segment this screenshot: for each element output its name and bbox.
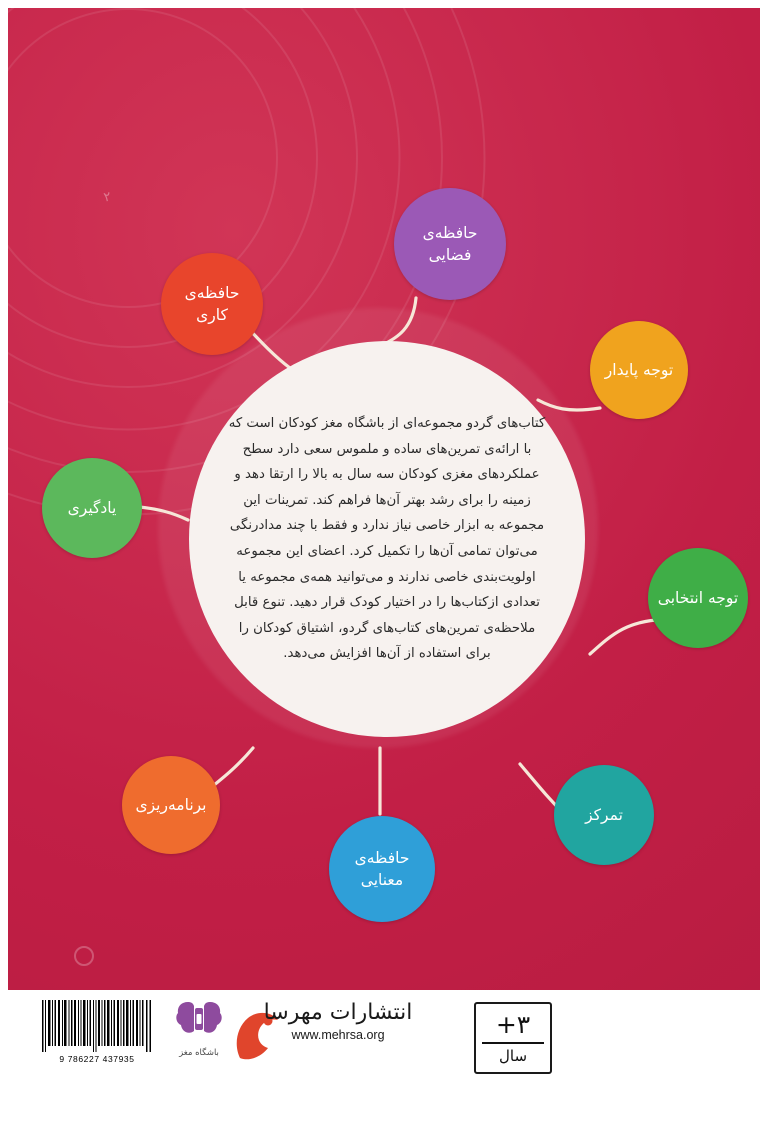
bubble-semantic-memory[interactable] <box>329 816 435 922</box>
age-rating-badge <box>474 1002 552 1074</box>
bubble-selective-attention[interactable] <box>648 548 748 648</box>
barcode-icon <box>41 1000 153 1052</box>
description-text: کتاب‌های گردو مجموعه‌ای از باشگاه مغز کودکان است که با ارائه‌ی تمرین‌های ساده و ملموس سعی دارد سطح عملکردهای مغزی کودکان سه سال به بالا را ارتقا دهد و زمینه را برای رشد بهتر آن‌ها فراهم کند. تمرینات این مجموعه به ابزار خاصی نیاز ندارد و فقط با چند مدادرنگی می‌توان تمامی آن‌ها را تکمیل کرد. اعضای این مجموعه اولویت‌بندی خاصی ندارند و می‌توانید همه‌ی مجموعه یا تعدادی ازکتاب‌ها را در اختیار کودک قرار دهید. تنوع قابل ملاحظه‌ی تمرین‌های کتاب‌های گردو، اشتیاق کودکان را برای استفاده از آن‌ها افزایش می‌دهد. <box>228 416 546 662</box>
age-unit: سال <box>498 1047 528 1065</box>
bubble-label: برنامه‌ریزی <box>135 795 207 814</box>
center-description-circle <box>189 341 585 737</box>
bubble-working-memory[interactable] <box>161 253 263 355</box>
publisher-name: انتشارات مهرسا <box>263 1000 413 1025</box>
brain-icon <box>174 996 224 1042</box>
bubble-sustained-attention[interactable] <box>590 321 688 419</box>
age-divider <box>482 1042 544 1044</box>
publisher-website: www.mehrsa.org <box>291 1028 385 1042</box>
bubble-concentration[interactable] <box>554 765 654 865</box>
decorative-mark: ۲ <box>102 189 113 206</box>
bubble-label: توجه انتخابی <box>657 588 739 607</box>
cover-background <box>8 8 760 1116</box>
bubble-label: تمرکز <box>585 805 623 824</box>
bubble-label: توجه پایدار <box>604 360 674 379</box>
bubble-label: یادگیری <box>67 498 117 517</box>
age-number: ۳+ <box>495 1010 531 1039</box>
bubble-label: حافظه‌ی کاری <box>184 283 240 324</box>
bubble-spatial-memory[interactable] <box>394 188 506 300</box>
publisher-block <box>238 1000 438 1042</box>
barcode-number: 9 786227 437935 <box>59 1054 135 1064</box>
barcode <box>38 1000 156 1072</box>
bubble-label: حافظه‌ی معنایی <box>354 848 410 889</box>
bubble-planning[interactable] <box>122 756 220 854</box>
bubble-label: حافظه‌ی فضایی <box>422 223 478 264</box>
bubble-learning[interactable] <box>42 458 142 558</box>
brain-club-caption: باشگاه مغز <box>179 1048 219 1058</box>
brain-club-logo <box>168 996 230 1058</box>
